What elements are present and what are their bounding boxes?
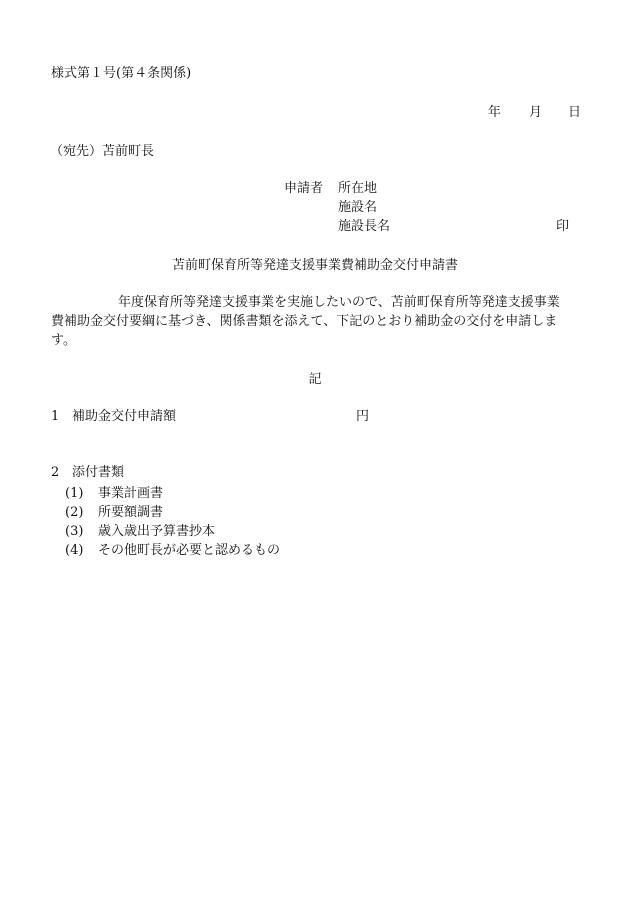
item-number: 1 <box>51 409 60 424</box>
item-label: 添付書類 <box>72 465 125 480</box>
facility-head-label: 施設長名 <box>338 219 391 234</box>
form-number: 様式第１号(第４条関係) <box>51 66 192 81</box>
sub-item-number: (2) <box>65 505 84 520</box>
sub-item-label: その他町長が必要と認めるもの <box>98 543 281 558</box>
address-label: 所在地 <box>338 181 378 196</box>
body-line: 費補助金交付要綱に基づき、関係書類を添えて、下記のとおり補助金の交付を申請しま <box>51 314 558 329</box>
item-number: 2 <box>51 465 60 480</box>
sub-item-label: 事業計画書 <box>98 486 164 501</box>
facility-name-label: 施設名 <box>338 200 378 215</box>
date-year-label: 年 <box>488 105 502 120</box>
sub-item-label: 歳入歳出予算書抄本 <box>98 524 216 539</box>
body-line: 年度保育所等発達支援事業を実施したいので、苫前町保育所等発達支援事業 <box>118 295 560 310</box>
applicant-label: 申請者 <box>284 181 324 196</box>
record-mark: 記 <box>308 372 322 387</box>
date-day-label: 日 <box>568 105 582 120</box>
item-label: 補助金交付申請額 <box>72 409 177 424</box>
addressee: （宛先）苫前町長 <box>50 144 155 159</box>
date-month-label: 月 <box>529 105 543 120</box>
sub-item-number: (3) <box>65 524 84 539</box>
sub-item-number: (1) <box>65 486 84 501</box>
amount-unit: 円 <box>356 409 370 424</box>
sub-item-label: 所要額調書 <box>98 505 164 520</box>
document-title: 苫前町保育所等発達支援事業費補助金交付申請書 <box>171 258 458 273</box>
seal-mark: 印 <box>556 219 570 234</box>
sub-item-number: (4) <box>65 543 84 558</box>
body-line: す。 <box>51 333 76 348</box>
